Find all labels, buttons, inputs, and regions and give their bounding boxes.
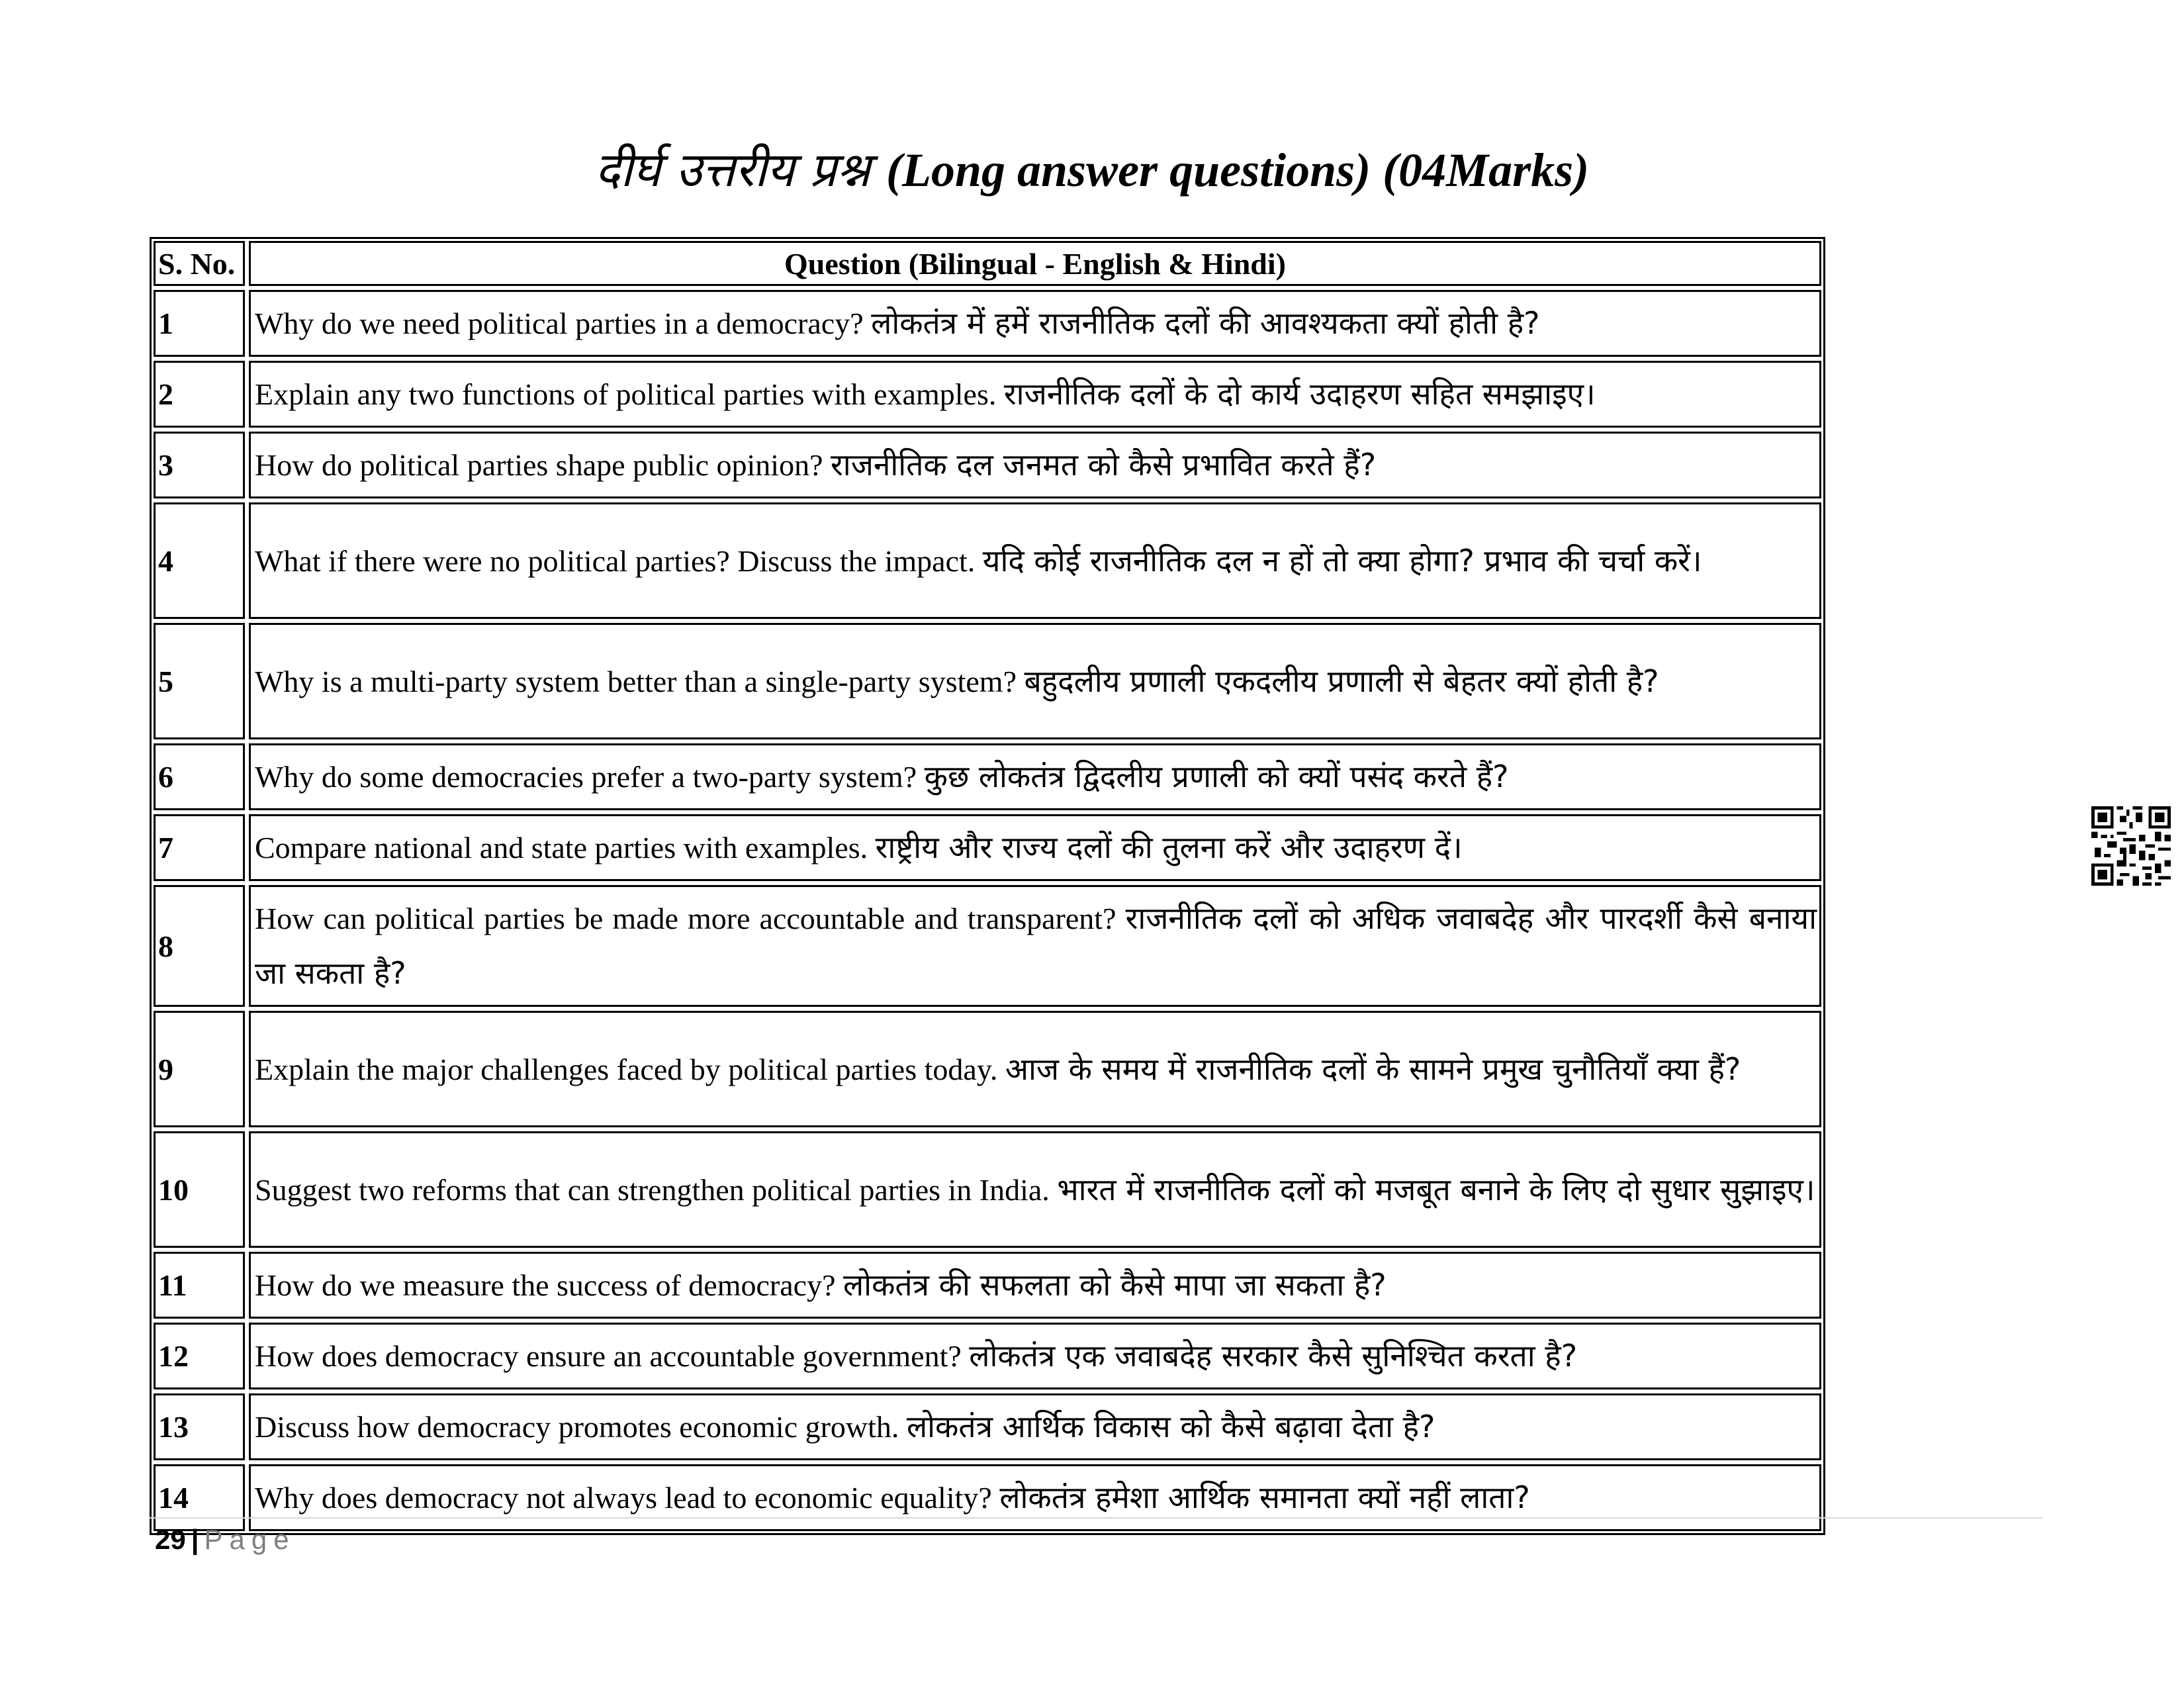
- footer-divider: [150, 1517, 2042, 1519]
- header-question: Question (Bilingual - English & Hindi): [249, 241, 1821, 286]
- question-hindi: यदि कोई राजनीतिक दल न हों तो क्या होगा? प्रभाव की चर्चा करें।: [982, 542, 1702, 579]
- question-english: Compare national and state parties with examples.: [255, 831, 868, 865]
- serial-number: 11: [154, 1252, 245, 1319]
- questions-table: [150, 237, 1825, 1535]
- table-row: [154, 432, 1821, 498]
- question-hindi: आज के समय में राजनीतिक दलों के सामने प्रमुख चुनौतियाँ क्या हैं?: [1005, 1051, 1741, 1087]
- question-english: What if there were no political parties? Discuss the impact.: [255, 543, 976, 578]
- question-hindi: राष्ट्रीय और राज्य दलों की तुलना करें और उदाहरण दें।: [875, 829, 1463, 865]
- serial-number: 9: [154, 1011, 245, 1127]
- questions-table-body: [154, 290, 1821, 1531]
- question-hindi: भारत में राजनीतिक दलों को मजबूत बनाने के लिए दो सुधार सुझाइए।: [1057, 1171, 1815, 1207]
- question-hindi: राजनीतिक दलों के दो कार्य उदाहरण सहित समझाइए।: [1003, 376, 1596, 412]
- serial-number: 3: [154, 432, 245, 498]
- serial-number: 8: [154, 885, 245, 1007]
- question-text: [249, 1464, 1821, 1531]
- table-row: [154, 361, 1821, 428]
- question-hindi: बहुदलीय प्रणाली एकदलीय प्रणाली से बेहतर क्यों होती है?: [1024, 663, 1659, 699]
- question-text: [249, 502, 1821, 619]
- question-english: Why is a multi-party system better than a single-party system?: [255, 664, 1017, 698]
- serial-number: 2: [154, 361, 245, 428]
- table-row: [154, 814, 1821, 881]
- serial-number: 7: [154, 814, 245, 881]
- table-header-row: [154, 241, 1821, 286]
- question-english: Why does democracy not always lead to economic equality?: [255, 1481, 992, 1515]
- page-separator: |: [191, 1524, 199, 1555]
- page-title: [0, 136, 2184, 201]
- serial-number: 10: [154, 1131, 245, 1248]
- question-hindi: लोकतंत्र हमेशा आर्थिक समानता क्यों नहीं लाता?: [999, 1479, 1530, 1515]
- serial-number: 6: [154, 743, 245, 810]
- page-title-hindi: दीर्घ उत्तरीय प्रश्न: [594, 142, 870, 197]
- serial-number: 4: [154, 502, 245, 619]
- table-row: [154, 623, 1821, 739]
- serial-number: 14: [154, 1464, 245, 1531]
- table-row: [154, 1393, 1821, 1460]
- question-text: [249, 432, 1821, 498]
- question-english: Why do we need political parties in a democracy?: [255, 306, 864, 340]
- question-hindi: लोकतंत्र एक जवाबदेह सरकार कैसे सुनिश्चित करता है?: [969, 1338, 1578, 1374]
- question-text: [249, 290, 1821, 357]
- qr-code-icon: [2091, 806, 2171, 886]
- table-row: [154, 1252, 1821, 1319]
- table-row: [154, 885, 1821, 1007]
- question-english: How can political parties be made more accountable and transparent?: [255, 902, 1116, 935]
- question-english: How do political parties shape public opinion?: [255, 448, 823, 482]
- question-hindi: राजनीतिक दल जनमत को कैसे प्रभावित करते हैं?: [830, 447, 1377, 483]
- question-hindi: लोकतंत्र की सफलता को कैसे मापा जा सकता है?: [842, 1267, 1387, 1303]
- table-row: [154, 743, 1821, 810]
- question-text: [249, 885, 1821, 1007]
- question-text: [249, 1011, 1821, 1127]
- page-footer: [155, 1524, 296, 1556]
- question-hindi: लोकतंत्र में हमें राजनीतिक दलों की आवश्यकता क्यों होती है?: [871, 305, 1540, 341]
- question-english: Explain the major challenges faced by political parties today.: [255, 1052, 998, 1086]
- table-row: [154, 1323, 1821, 1389]
- question-english: How does democracy ensure an accountable government?: [255, 1339, 962, 1373]
- question-text: [249, 1131, 1821, 1248]
- serial-number: 13: [154, 1393, 245, 1460]
- question-text: [249, 814, 1821, 881]
- question-text: [249, 623, 1821, 739]
- table-row: [154, 1131, 1821, 1248]
- question-text: [249, 1323, 1821, 1389]
- header-serial-number: S. No.: [154, 241, 245, 286]
- question-text: [249, 1393, 1821, 1460]
- question-english: Why do some democracies prefer a two-party system?: [255, 760, 917, 794]
- page-label: Page: [204, 1524, 296, 1555]
- serial-number: 1: [154, 290, 245, 357]
- question-english: Explain any two functions of political parties with examples.: [255, 377, 997, 411]
- question-hindi: राजनीतिक दलों को अधिक जवाबदेह और पारदर्शी कैसे बनाया जा सकता है?: [255, 900, 1817, 991]
- serial-number: 5: [154, 623, 245, 739]
- table-row: [154, 1011, 1821, 1127]
- question-english: Suggest two reforms that can strengthen political parties in India.: [255, 1172, 1050, 1207]
- question-text: [249, 743, 1821, 810]
- question-hindi: कुछ लोकतंत्र द्विदलीय प्रणाली को क्यों पसंद करते हैं?: [924, 759, 1509, 794]
- question-hindi: लोकतंत्र आर्थिक विकास को कैसे बढ़ावा देता है?: [906, 1409, 1435, 1444]
- page-number: 29: [155, 1524, 186, 1555]
- question-text: [249, 361, 1821, 428]
- question-english: Discuss how democracy promotes economic growth.: [255, 1410, 899, 1444]
- table-row: [154, 1464, 1821, 1531]
- table-row: [154, 502, 1821, 619]
- question-text: [249, 1252, 1821, 1319]
- questions-table-frame: [150, 237, 1825, 1535]
- question-english: How do we measure the success of democracy?: [255, 1268, 836, 1302]
- page-title-english: (Long answer questions) (04Marks): [886, 144, 1590, 197]
- serial-number: 12: [154, 1323, 245, 1389]
- table-row: [154, 290, 1821, 357]
